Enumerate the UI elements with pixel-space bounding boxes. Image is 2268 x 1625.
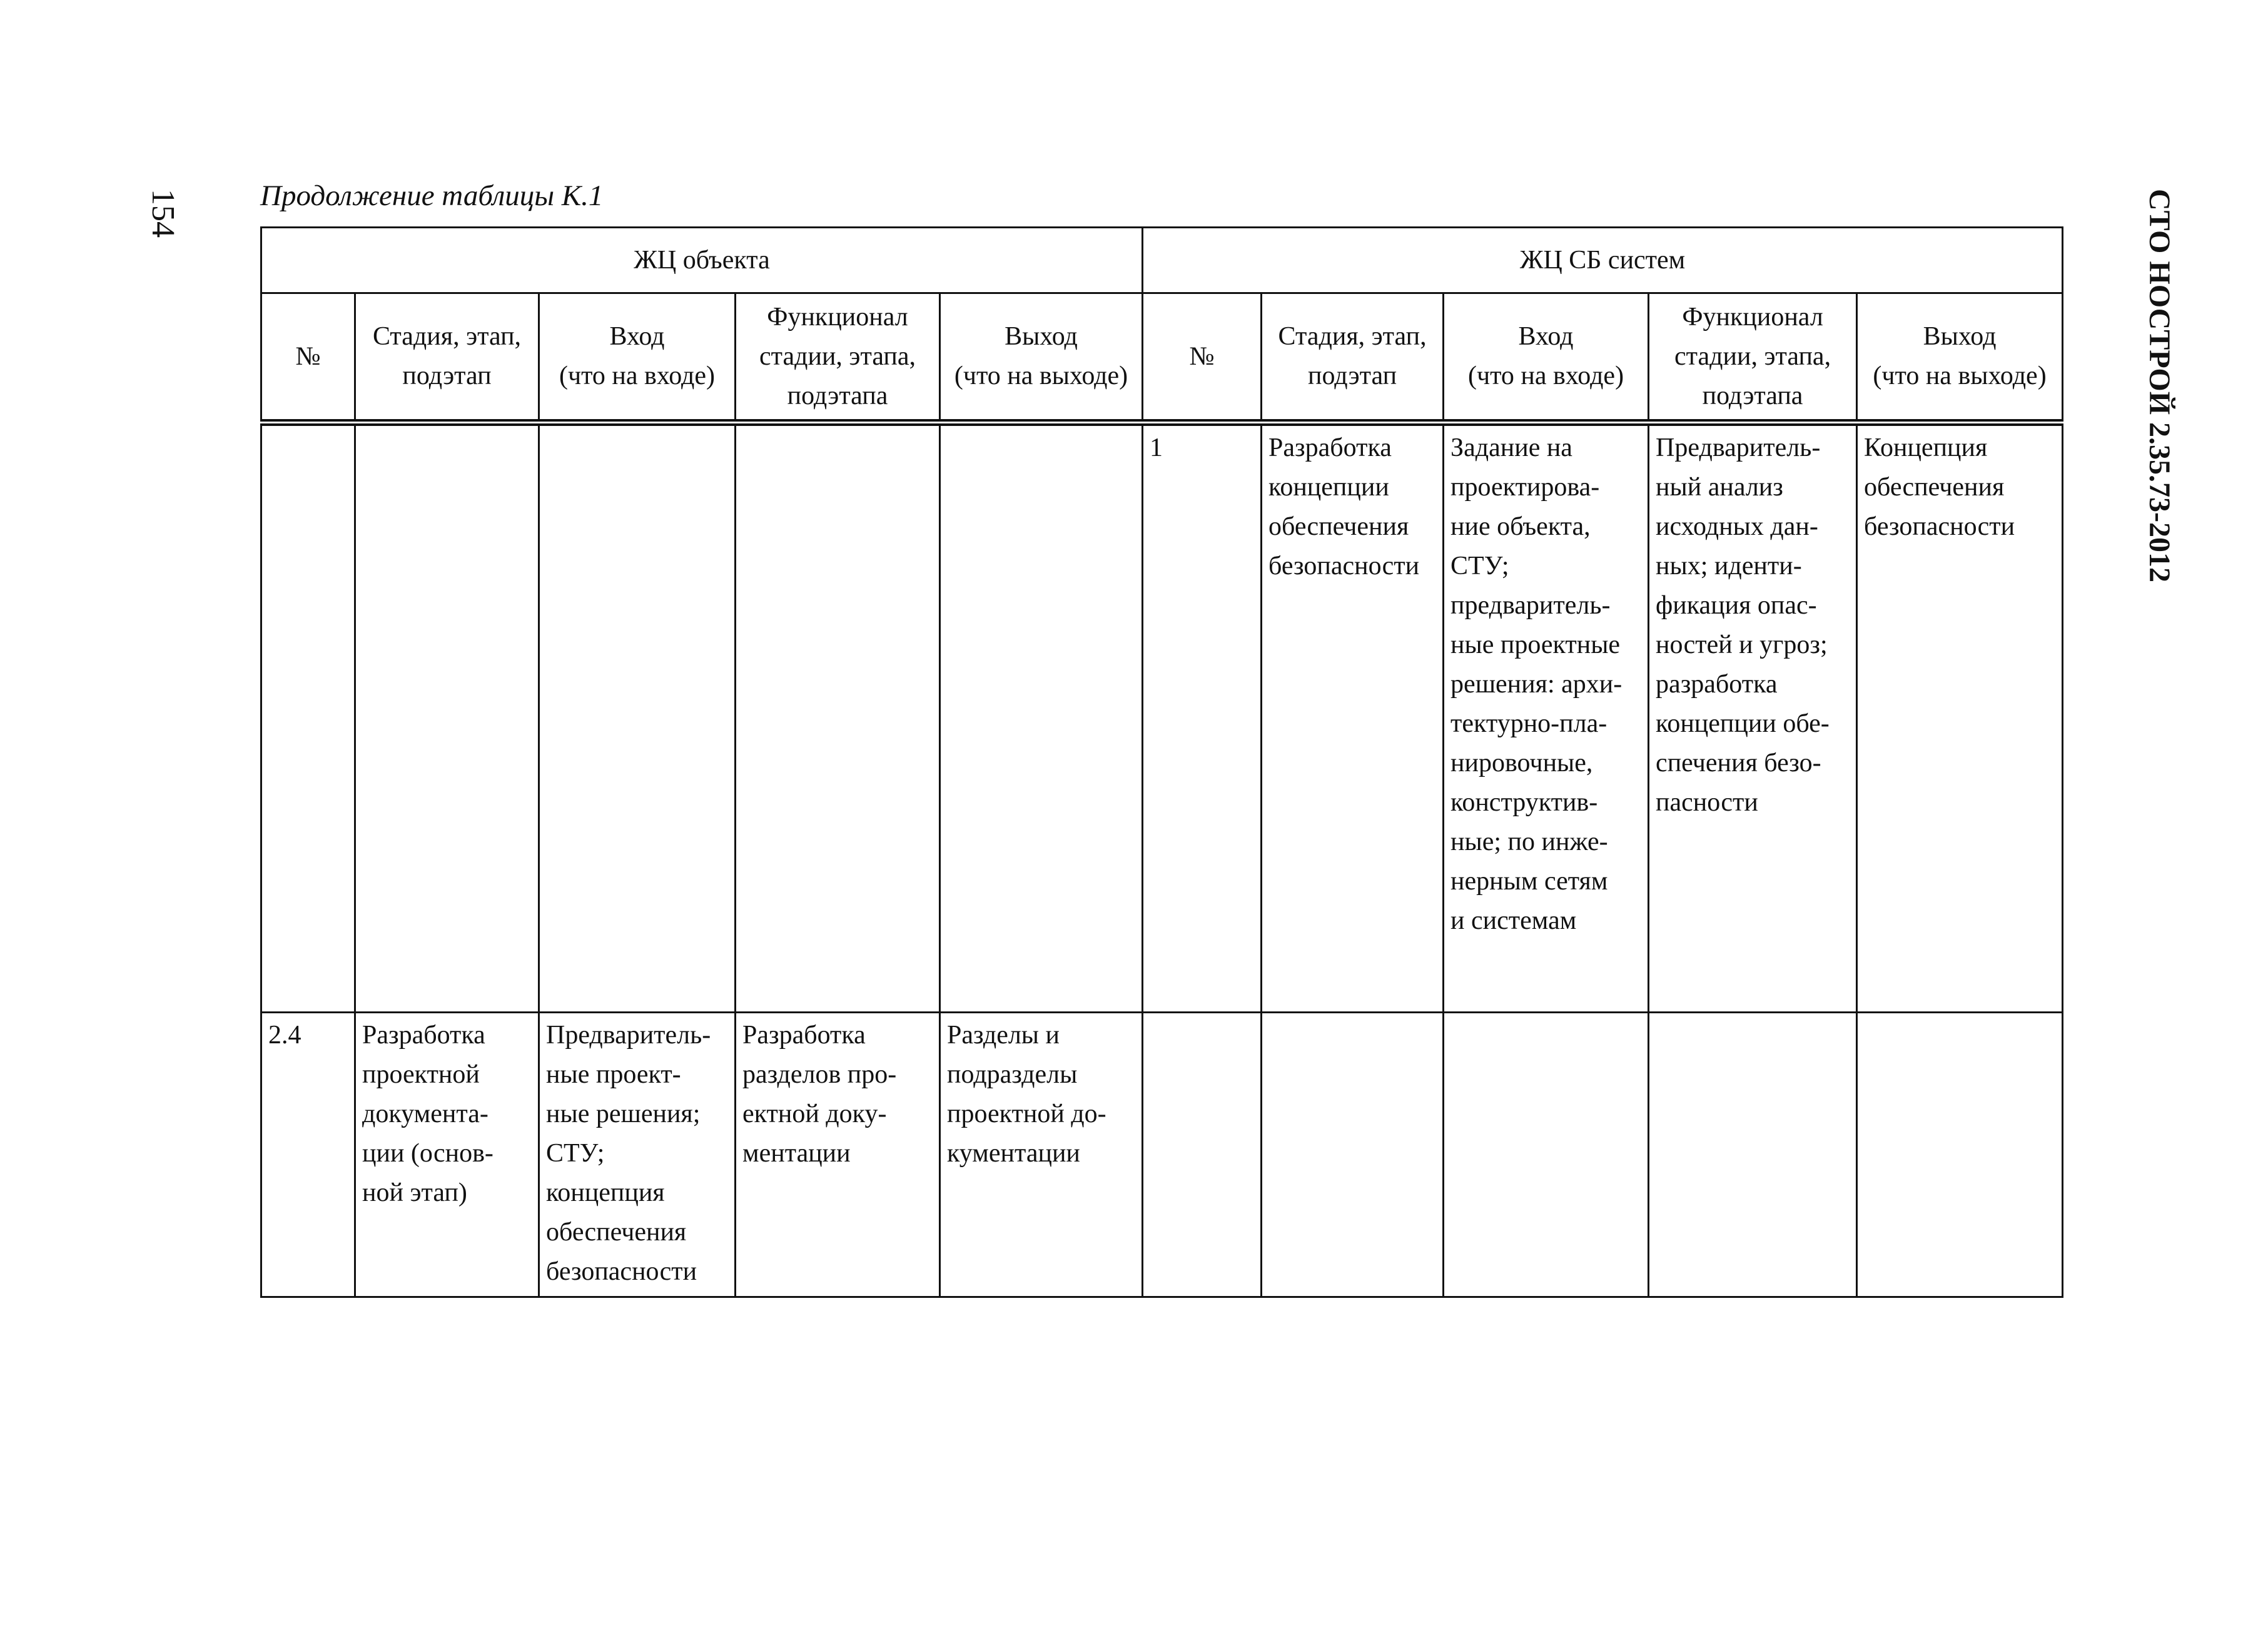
table-cell: Разработка концепции обеспечения безопасности [1262, 423, 1444, 1013]
table-cell [1649, 1013, 1857, 1297]
table-row [261, 423, 2063, 1013]
group-header-object-lifecycle: ЖЦ объекта [261, 228, 1143, 293]
column-header-row [261, 293, 2063, 423]
column-header: Выход (что на выходе) [1857, 293, 2063, 423]
table-cell: Разработка проектной документа- ции (основ- ной этап) [355, 1013, 539, 1297]
table-cell: Предваритель- ные проект- ные решения; СТУ; концепция обеспечения безопасности [539, 1013, 736, 1297]
table-caption: Продолжение таблицы К.1 [260, 180, 604, 212]
table-cell: Концепция обеспечения безопасности [1857, 423, 2063, 1013]
table-cell [261, 423, 355, 1013]
table-cell [355, 423, 539, 1013]
table-cell [1143, 1013, 1262, 1297]
page-number: 154 [145, 189, 181, 238]
column-header: Стадия, этап, подэтап [355, 293, 539, 423]
table-cell: 1 [1143, 423, 1262, 1013]
column-header: Вход (что на входе) [539, 293, 736, 423]
table-cell: 2.4 [261, 1013, 355, 1297]
column-header: № [261, 293, 355, 423]
document-code: СТО НОСТРОЙ 2.35.73-2012 [2143, 189, 2176, 583]
table-cell [940, 423, 1143, 1013]
table-row [261, 1013, 2063, 1297]
lifecycle-table [260, 226, 2063, 1298]
column-header: № [1143, 293, 1262, 423]
column-header: Вход (что на входе) [1444, 293, 1649, 423]
table-cell: Задание на проектирова- ние объекта, СТУ; предваритель- ные проектные решения: архи- тектурно-пла- нировочные, конструктив- ные; по инже- нерным сетям и системам [1444, 423, 1649, 1013]
table-cell [1262, 1013, 1444, 1297]
table-cell [1444, 1013, 1649, 1297]
table-cell: Предваритель- ный анализ исходных дан- ных; иденти- фикация опас- ностей и угроз; разработка концепции обе- спечения безо- пасности [1649, 423, 1857, 1013]
group-header-row [261, 228, 2063, 293]
column-header: Функционал стадии, этапа, подэтапа [1649, 293, 1857, 423]
table-cell [1857, 1013, 2063, 1297]
table-cell [539, 423, 736, 1013]
table-cell [736, 423, 940, 1013]
table-cell: Разработка разделов про- ектной доку- ментации [736, 1013, 940, 1297]
table-cell: Разделы и подразделы проектной до- кументации [940, 1013, 1143, 1297]
column-header: Выход (что на выходе) [940, 293, 1143, 423]
column-header: Стадия, этап, подэтап [1262, 293, 1444, 423]
column-header: Функционал стадии, этапа, подэтапа [736, 293, 940, 423]
group-header-safety-systems-lifecycle: ЖЦ СБ систем [1143, 228, 2063, 293]
